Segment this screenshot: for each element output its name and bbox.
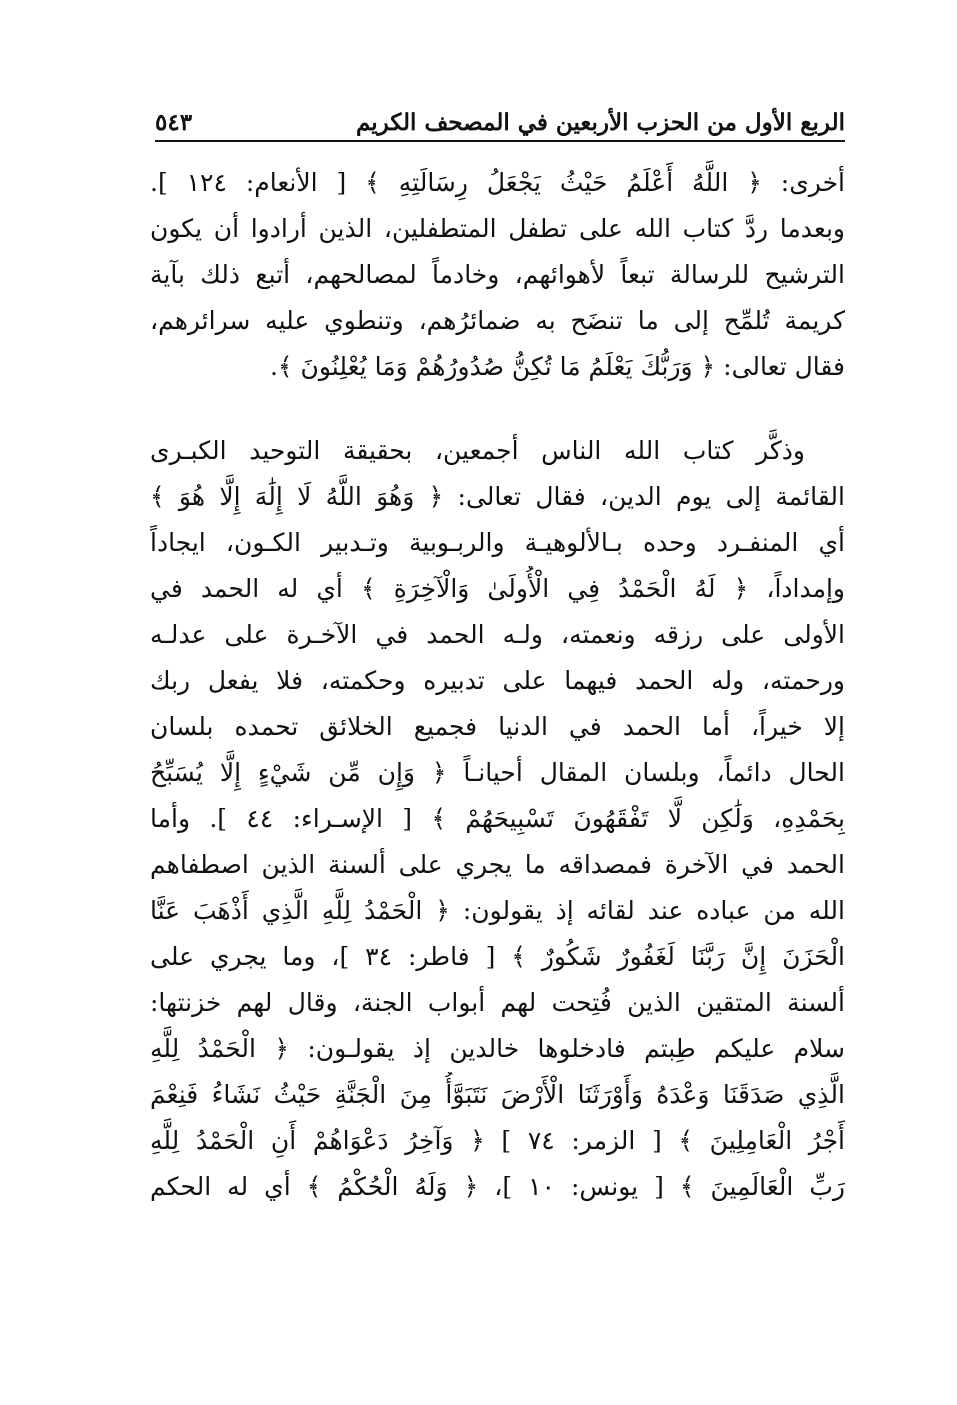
text-line: أي المنفـرد وحده بـالألوهيـة والربـوبية وتـدبير الكـون، ايجاداً	[150, 528, 845, 557]
text-line: الَّذِي صَدَقَنَا وَعْدَهُ وَأَوْرَثَنَا الْأَرْضَ نَتَبَوَّأُ مِنَ الْجَنَّةِ حَيْثُ نَشَاءُ فَنِعْمَ	[150, 1080, 845, 1109]
text-line: إلا خيراً، أما الحمد في الدنيا فجميع الخلائق تحمده بلسان	[150, 712, 845, 741]
paragraph-2	[150, 428, 845, 1210]
running-header	[155, 96, 845, 136]
paragraph-gap	[150, 390, 845, 428]
text-line: سلام عليكم طِبتم فادخلوها خالدين إذ يقولـون: ﴿ الْحَمْدُ لِلَّهِ	[150, 1034, 845, 1063]
text-line: الحمد في الآخرة فمصداقه ما يجري على ألسنة الذين اصطفاهم	[150, 850, 845, 879]
text-line: أخرى: ﴿ اللَّهُ أَعْلَمُ حَيْثُ يَجْعَلُ رِسَالَتِهِ ﴾ [ الأنعام: ١٢٤ ].	[150, 168, 845, 197]
text-line: الله من عباده عند لقائه إذ يقولون: ﴿ الْحَمْدُ لِلَّهِ الَّذِي أَذْهَبَ عَنَّا	[150, 896, 845, 925]
text-line: رَبِّ الْعَالَمِينَ ﴾ [ يونس: ١٠ ]، ﴿ وَلَهُ الْحُكْمُ ﴾ أي له الحكم	[150, 1172, 845, 1201]
text-line: أَجْرُ الْعَامِلِينَ ﴾ [ الزمر: ٧٤ ] ﴿ وَآخِرُ دَعْوَاهُمْ أَنِ الْحَمْدُ لِلَّهِ	[150, 1126, 845, 1155]
text-line: القائمة إلى يوم الدين، فقال تعالى: ﴿ وَهُوَ اللَّهُ لَا إِلَٰهَ إِلَّا هُوَ ﴾	[150, 482, 845, 511]
text-line: الحال دائماً، وبلسان المقال أحيانـاً ﴿ وَإِن مِّن شَيْءٍ إِلَّا يُسَبِّحُ	[150, 758, 845, 787]
paragraph-1	[150, 160, 845, 390]
text-line: كريمة تُلمِّح إلى ما تنضَح به ضمائرُهم، وتنطوي عليه سرائرهم،	[150, 306, 845, 335]
text-line: ألسنة المتقين الذين فُتِحت لهم أبواب الجنة، وقال لهم خزنتها:	[150, 988, 845, 1017]
text-line: بِحَمْدِهِ، وَلَٰكِن لَّا تَفْقَهُونَ تَسْبِيحَهُمْ ﴾ [ الإسـراء: ٤٤ ]. وأما	[150, 804, 845, 833]
text-line: وإمداداً، ﴿ لَهُ الْحَمْدُ فِي الْأُولَىٰ وَالْآخِرَةِ ﴾ أي له الحمد في	[150, 574, 845, 603]
text-line: ورحمته، وله الحمد فيهما على تدبيره وحكمته، فلا يفعل ربك	[150, 666, 845, 695]
text-line: الأولى على رزقه ونعمته، ولـه الحمد في الآخـرة على عدلـه	[150, 620, 845, 649]
page-number: ٥٤٣	[155, 109, 193, 136]
text-line: الْحَزَنَ إِنَّ رَبَّنَا لَغَفُورٌ شَكُورٌ ﴾ [ فاطر: ٣٤ ]، وما يجري على	[150, 942, 845, 971]
page-body	[150, 160, 845, 1210]
text-line: الترشيح للرسالة تبعاً لأهوائهم، وخادماً لمصالحهم، أتبع ذلك بآية	[150, 260, 845, 289]
text-line: فقال تعالى: ﴿ وَرَبُّكَ يَعْلَمُ مَا تُكِنُّ صُدُورُهُمْ وَمَا يُعْلِنُونَ ﴾.	[269, 352, 845, 381]
header-rule	[155, 140, 845, 142]
text-line: وبعدما ردَّ كتاب الله على تطفل المتطفلين، الذين أرادوا أن يكون	[150, 214, 845, 243]
header-title: الربع الأول من الحزب الأربعين في المصحف الكريم	[355, 109, 845, 136]
text-line: وذكَّر كتاب الله الناس أجمعين، بحقيقة التوحيد الكبـرى	[150, 436, 805, 465]
